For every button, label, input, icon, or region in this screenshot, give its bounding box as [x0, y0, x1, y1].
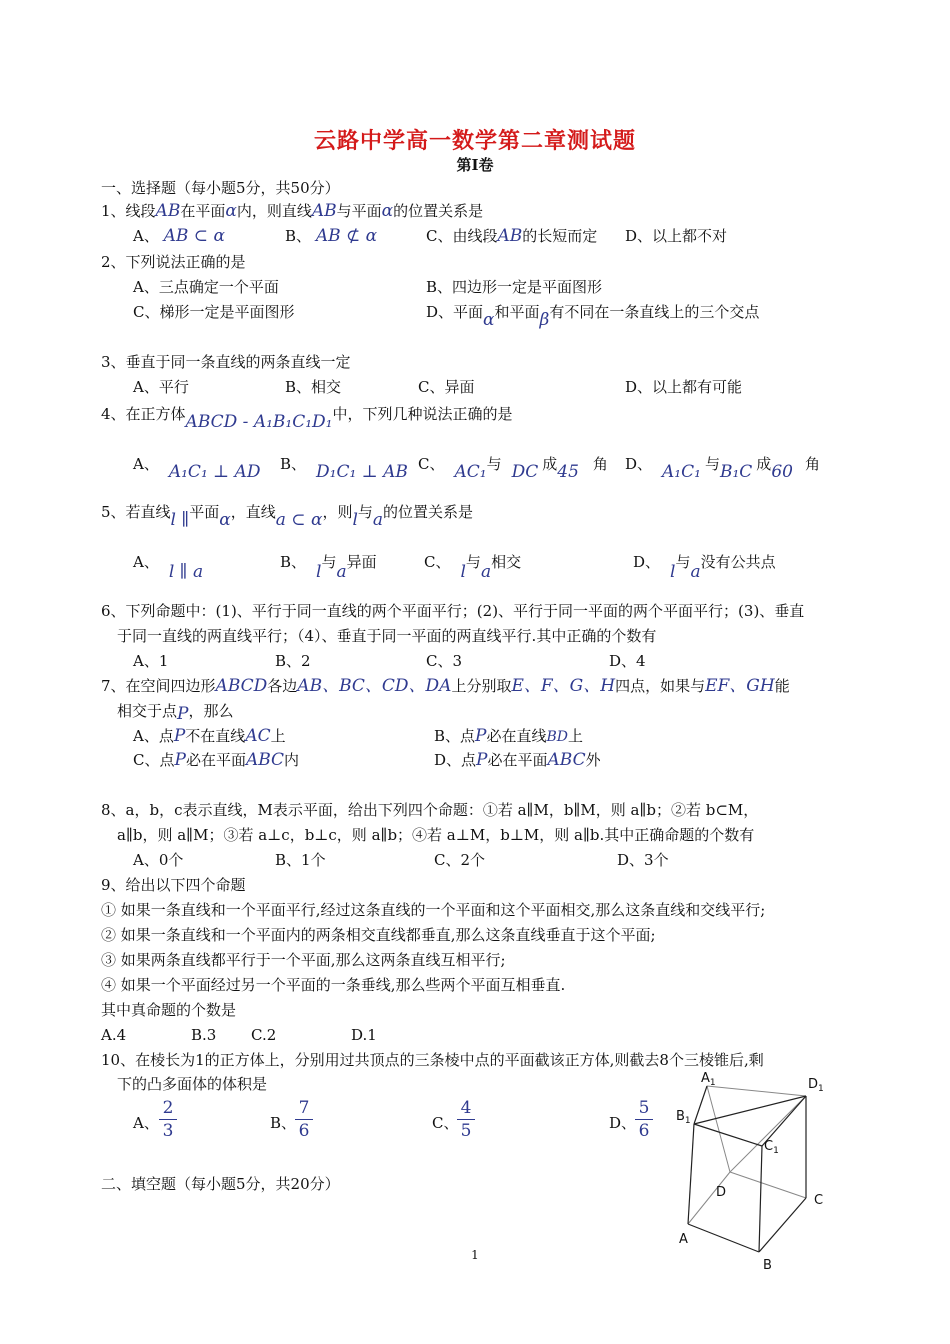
q5-option-a: A、 l ∥ a: [133, 553, 204, 582]
q5-option-c: C、 l与a相交: [424, 553, 522, 582]
label-a: A: [679, 1232, 688, 1247]
q10-option-b-fraction: 7 6: [293, 1098, 315, 1141]
label-b1: $B_1$: [676, 1109, 691, 1126]
q1-option-b: B、 AB ⊄ α: [285, 226, 378, 246]
q1-option-c: C、由线段AB的长短而定: [426, 226, 598, 246]
edge-b1-c1: [694, 1124, 762, 1146]
q8-option-b: B、1个: [275, 851, 326, 869]
q10-option-d-label: D、: [609, 1114, 637, 1132]
question-8-line-1: 8、a，b，c表示直线，M表示平面，给出下列四个命题：①若 a∥M，b∥M，则 a∥b；②若 b⊂M，: [101, 801, 759, 819]
section-heading-2: 二、填空题（每小题5分，共20分）: [101, 1175, 340, 1193]
q5-option-b: B、 l与a异面: [280, 553, 377, 582]
q9-ask: 其中真命题的个数是: [101, 1001, 237, 1019]
q3-option-b: B、相交: [285, 378, 342, 396]
edge-d-c: [730, 1172, 806, 1198]
q10-option-c-label: C、: [432, 1114, 459, 1132]
q5-option-d: D、 l与a没有公共点: [633, 553, 776, 582]
q9-option-d: D.1: [351, 1026, 377, 1044]
question-8-line-2: a∥b，则 a∥M；③若 a⊥c，b⊥c，则 a∥b；④若 a⊥M，b⊥M，则 a∥b.其中正确命题的个数有: [117, 826, 755, 844]
q9-proposition-3: ③ 如果两条直线都平行于一个平面,那么这两条直线互相平行;: [101, 951, 506, 969]
q8-option-c: C、2个: [434, 851, 486, 869]
q6-option-c: C、3: [426, 652, 463, 670]
edge-d-d1: [730, 1096, 806, 1172]
q8-option-d: D、3个: [617, 851, 669, 869]
label-a1: $A_1$: [701, 1071, 716, 1088]
label-b: B: [763, 1258, 772, 1273]
q2-option-c: C、梯形一定是平面图形: [133, 303, 295, 321]
label-d1: $D_1$: [808, 1077, 824, 1094]
question-1-stem: 1、线段AB在平面α内，则直线AB与平面α的位置关系是: [101, 201, 484, 221]
question-7-line-2: 相交于点P，那么: [117, 702, 234, 724]
edge-a1-d1: [707, 1086, 806, 1096]
q8-option-a: A、0个: [133, 851, 184, 869]
polyhedron-figure: [670, 1066, 840, 1276]
question-7-stem: 7、在空间四边形ABCD各边AB、BC、CD、DA上分别取E、F、G、H四点，如果与EF、GH能: [101, 676, 790, 696]
q10-option-d-fraction: 5 6: [633, 1098, 655, 1141]
page-subtitle: 第Ⅰ卷: [456, 156, 494, 174]
label-c: C: [814, 1193, 824, 1208]
question-3-stem: 3、垂直于同一条直线的两条直线一定: [101, 353, 351, 371]
question-10-line-1: 10、在棱长为1的正方体上，分别用过共顶点的三条棱中点的平面截该正方体,则截去8个三棱锥后,剩: [101, 1051, 764, 1069]
q10-option-b-label: B、: [270, 1114, 297, 1132]
page-number: 1: [471, 1248, 479, 1262]
q7-option-c: C、点P必在平面ABC内: [133, 750, 300, 770]
q7-option-a: A、点P不在直线AC上: [133, 726, 286, 746]
q6-option-a: A、1: [133, 652, 169, 670]
q10-option-a-label: A、: [133, 1114, 159, 1132]
label-c1: $C_1$: [764, 1139, 779, 1156]
q7-option-d: D、点P必在平面ABC外: [434, 750, 601, 770]
q3-option-a: A、平行: [133, 378, 189, 396]
q9-proposition-1: ① 如果一条直线和一个平面平行,经过这条直线的一个平面和这个平面相交,那么这条直线和交线平行;: [101, 901, 766, 919]
question-5-stem: 5、若直线l ∥平面α，直线a ⊂ α，则l与a的位置关系是: [101, 503, 474, 530]
page-title: 云路中学高一数学第二章测试题: [313, 128, 636, 154]
question-6-line-2: 于同一直线的两直线平行；（4）、垂直于同一平面的两直线平行.其中正确的个数有: [117, 627, 657, 645]
question-6-line-1: 6、下列命题中：(1)、平行于同一直线的两个平面平行；(2)、平行于同一平面的两个平面平行；(3)、垂直: [101, 602, 805, 620]
q2-option-a: A、三点确定一个平面: [133, 278, 279, 296]
label-d: D: [716, 1185, 727, 1200]
q1-option-d: D、以上都不对: [625, 227, 728, 245]
question-2-stem: 2、下列说法正确的是: [101, 253, 246, 271]
q6-option-b: B、2: [275, 652, 311, 670]
question-10-line-2: 下的凸多面体的体积是: [117, 1075, 268, 1093]
question-4-stem: 4、在正方体ABCD - A₁B₁C₁D₁中，下列几种说法正确的是: [101, 405, 513, 432]
edge-b1-a: [688, 1124, 694, 1224]
q2-option-d: D、平面α和平面β有不同在一条直线上的三个交点: [426, 303, 760, 330]
q9-proposition-2: ② 如果一条直线和一个平面内的两条相交直线都垂直,那么这条直线垂直于这个平面;: [101, 926, 656, 944]
q4-option-d: D、 A₁C₁ 与B₁C 成60 角: [625, 455, 820, 482]
q9-proposition-4: ④ 如果一个平面经过另一个平面的一条垂线,那么些两个平面互相垂直.: [101, 976, 566, 994]
q1-option-a: A、 AB ⊂ α: [133, 226, 225, 246]
q4-option-c: C、 AC₁与 DC 成45 角: [418, 455, 608, 482]
q10-option-c-fraction: 4 5: [455, 1098, 477, 1141]
q4-option-b: B、 D₁C₁ ⊥ AB: [280, 455, 408, 482]
q9-option-a: A.4: [101, 1026, 127, 1044]
edge-b-c: [759, 1198, 806, 1252]
question-9-stem: 9、给出以下四个命题: [101, 876, 246, 894]
q9-option-c: C.2: [251, 1026, 277, 1044]
q9-option-b: B.3: [191, 1026, 217, 1044]
q3-option-d: D、以上都有可能: [625, 378, 743, 396]
edge-b1-a1: [694, 1086, 707, 1124]
q3-option-c: C、异面: [418, 378, 475, 396]
q7-option-b: B、点P必在直线BD上: [434, 726, 584, 746]
q2-option-b: B、四边形一定是平面图形: [426, 278, 603, 296]
q6-option-d: D、4: [609, 652, 646, 670]
section-heading: 一、选择题（每小题5分，共50分）: [101, 179, 340, 197]
q10-option-a-fraction: 2 3: [157, 1098, 179, 1141]
edge-c1-b: [759, 1146, 762, 1252]
q4-option-a: A、 A₁C₁ ⊥ AD: [133, 455, 261, 482]
